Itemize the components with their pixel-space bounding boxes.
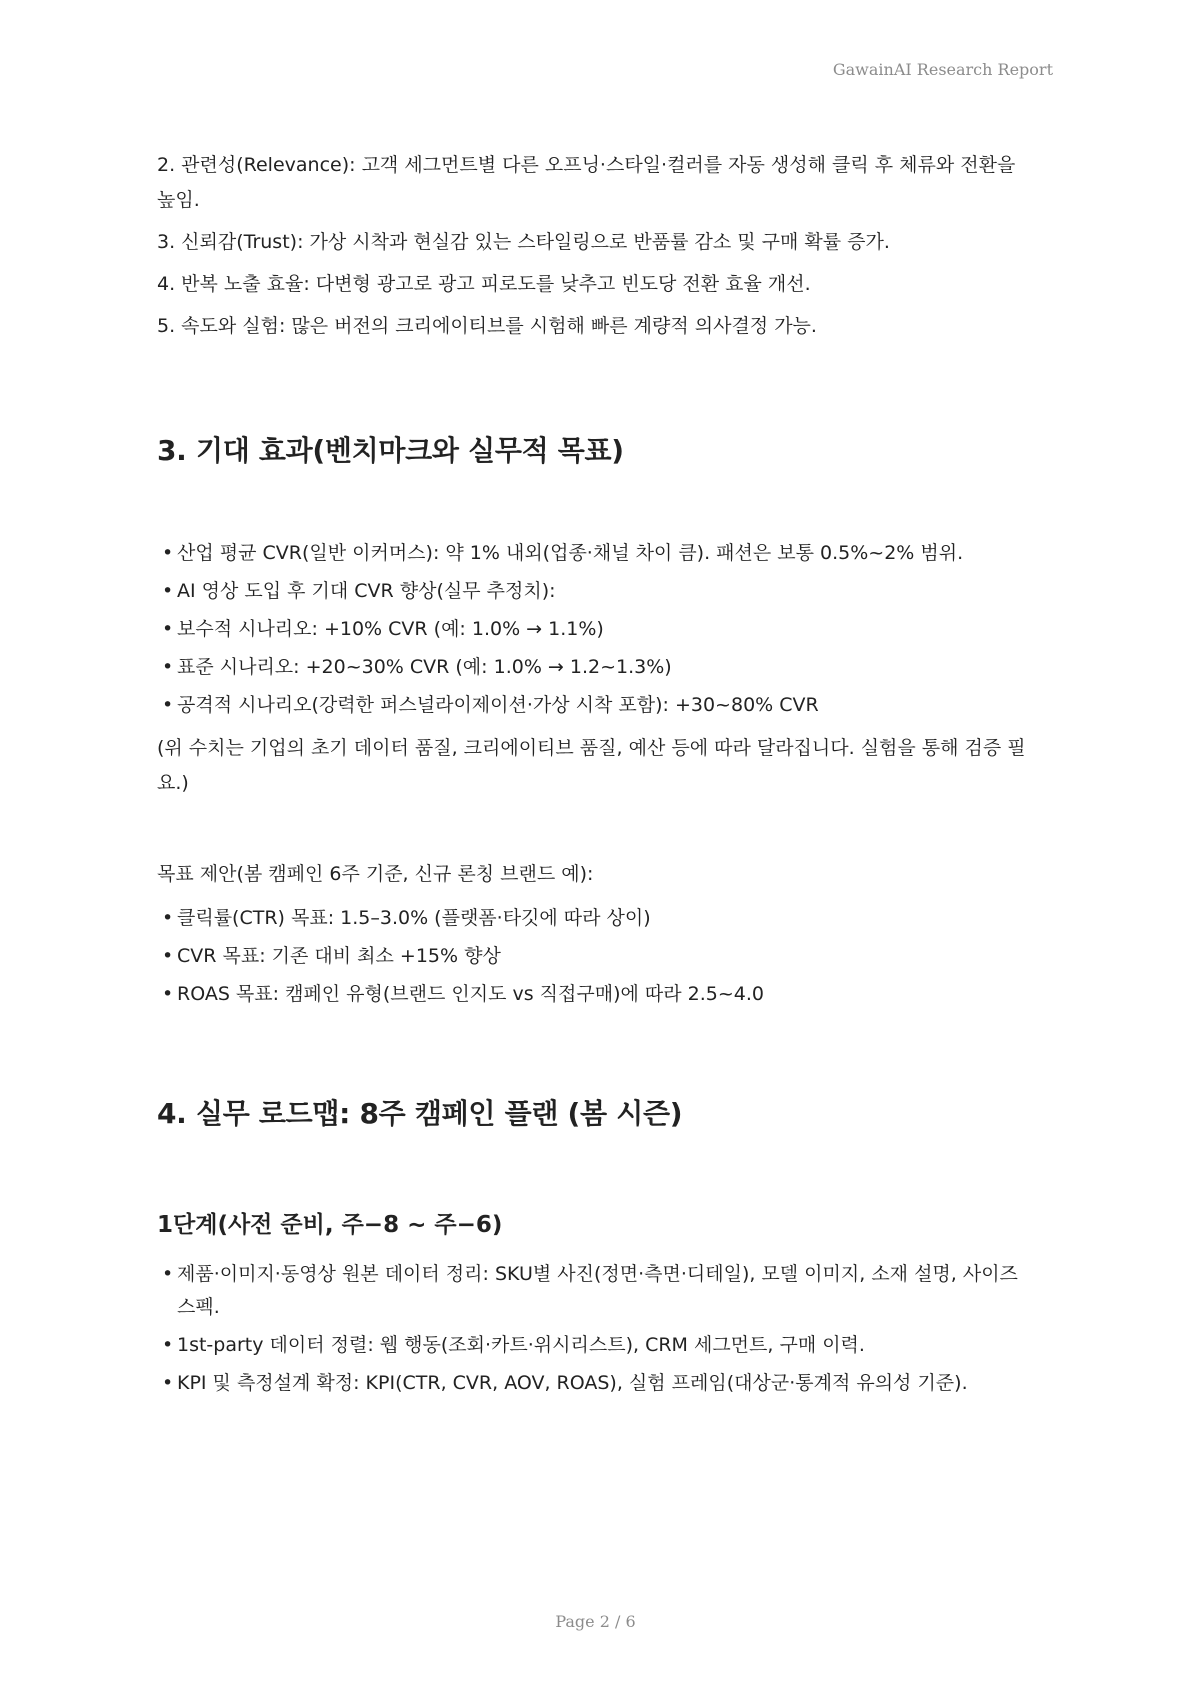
list-item: • 제품·이미지·동영상 원본 데이터 정리: SKU별 사진(정면·측면·디테일), 모델 이미지, 소재 설명, 사이즈 스펙. [157,1258,1037,1324]
list-item: 5. 속도와 실험: 많은 버전의 크리에이티브를 시험해 빠른 계량적 의사결정 가능. [157,315,817,337]
phase1-bullet-list [157,1258,1037,1400]
list-item: • ROAS 목표: 캠페인 유형(브랜드 인지도 vs 직접구매)에 따라 2.5~4.0 [157,978,1037,1011]
list-item: • CVR 목표: 기존 대비 최소 +15% 향상 [157,940,1037,973]
report-header: GawainAI Research Report [832,60,1053,79]
goal-intro: 목표 제안(봄 캠페인 6주 기준, 신규 론칭 브랜드 예): [157,863,594,885]
list-item: • KPI 및 측정설계 확정: KPI(CTR, CVR, AOV, ROAS), 실험 프레임(대상군·통계적 유의성 기준). [157,1367,1037,1400]
list-item: • 1st-party 데이터 정렬: 웹 행동(조회·카트·위시리스트), CRM 세그먼트, 구매 이력. [157,1329,1037,1362]
section-heading-roadmap: 4. 실무 로드맵: 8주 캠페인 플랜 (봄 시즌) [157,1097,683,1130]
list-item: • 클릭률(CTR) 목표: 1.5–3.0% (플랫폼·타깃에 따라 상이) [157,902,1037,935]
list-item: 4. 반복 노출 효율: 다변형 광고로 광고 피로도를 낮추고 빈도당 전환 효율 개선. [157,273,811,295]
list-item: • 표준 시나리오: +20~30% CVR (예: 1.0% → 1.2~1.3%) [157,651,1037,684]
list-item: • 산업 평균 CVR(일반 이커머스): 약 1% 내외(업종·채널 차이 큼). 패션은 보통 0.5%~2% 범위. [157,537,1037,570]
list-item: • 공격적 시나리오(강력한 퍼스널라이제이션·가상 시착 포함): +30~80% CVR [157,689,1037,722]
benchmark-note: (위 수치는 기업의 초기 데이터 품질, 크리에이티브 품질, 예산 등에 따라 달라집니다. 실험을 통해 검증 필요.) [157,737,1026,794]
phase1-heading: 1단계(사전 준비, 주−8 ~ 주−6) [157,1212,503,1238]
page-number: Page 2 / 6 [555,1612,636,1631]
benchmark-bullet-list [157,537,1037,722]
page-content [157,148,1037,1405]
list-item: 2. 관련성(Relevance): 고객 세그먼트별 다른 오프닝·스타일·컬러를 자동 생성해 클릭 후 체류와 전환을 높임. [157,154,1016,211]
section-heading-expected-effects: 3. 기대 효과(벤치마크와 실무적 목표) [157,434,624,467]
list-item: 3. 신뢰감(Trust): 가상 시착과 현실감 있는 스타일링으로 반품률 감소 및 구매 확률 증가. [157,231,890,253]
goal-bullet-list [157,902,1037,1011]
list-item: • AI 영상 도입 후 기대 CVR 향상(실무 추정치): [157,575,1037,608]
list-item: • 보수적 시나리오: +10% CVR (예: 1.0% → 1.1%) [157,613,1037,646]
benefits-numbered-list [157,148,1037,344]
